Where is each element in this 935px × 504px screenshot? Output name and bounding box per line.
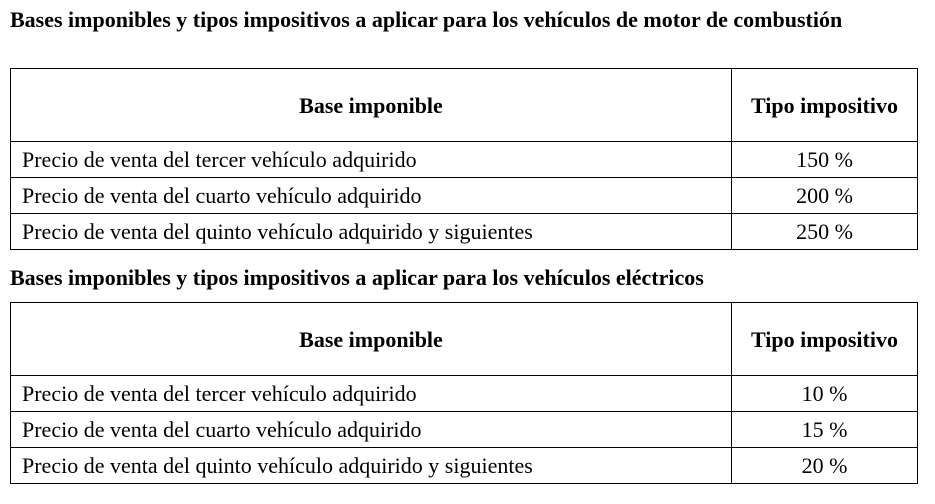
tax-table-combustion [10, 68, 918, 250]
row-rate-cell: 20 % [732, 448, 918, 484]
table-row [11, 214, 918, 250]
table-header-row [11, 69, 918, 142]
row-rate-cell: 150 % [732, 142, 918, 178]
header-base-imponible: Base imponible [11, 69, 732, 142]
row-base-cell: Precio de venta del cuarto vehículo adquirido [11, 178, 732, 214]
row-base-cell: Precio de venta del tercer vehículo adquirido [11, 376, 732, 412]
section-heading-electric: Bases imponibles y tipos impositivos a aplicar para los vehículos eléctricos [10, 265, 704, 290]
row-base-cell: Precio de venta del tercer vehículo adquirido [11, 142, 732, 178]
row-base-cell: Precio de venta del cuarto vehículo adquirido [11, 412, 732, 448]
table-header-row [11, 303, 918, 376]
table-row [11, 178, 918, 214]
section-heading-combustion: Bases imponibles y tipos impositivos a aplicar para los vehículos de motor de combustión [10, 7, 843, 32]
table-row [11, 142, 918, 178]
table-row [11, 376, 918, 412]
tax-table-electric [10, 302, 918, 484]
header-base-imponible: Base imponible [11, 303, 732, 376]
row-rate-cell: 250 % [732, 214, 918, 250]
table-row [11, 412, 918, 448]
header-tipo-impositivo: Tipo impositivo [732, 303, 918, 376]
header-tipo-impositivo: Tipo impositivo [732, 69, 918, 142]
row-rate-cell: 15 % [732, 412, 918, 448]
row-base-cell: Precio de venta del quinto vehículo adquirido y siguientes [11, 214, 732, 250]
row-base-cell: Precio de venta del quinto vehículo adquirido y siguientes [11, 448, 732, 484]
table-row [11, 448, 918, 484]
row-rate-cell: 10 % [732, 376, 918, 412]
row-rate-cell: 200 % [732, 178, 918, 214]
